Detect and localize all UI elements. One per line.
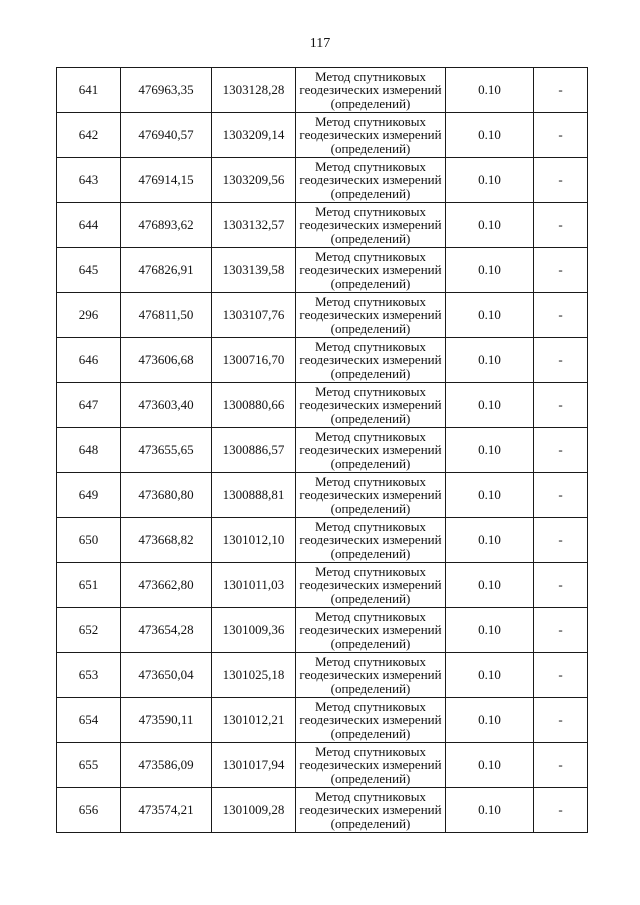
y-coordinate-cell: 1300716,70 (212, 338, 296, 383)
method-line: геодезических измерений (299, 307, 442, 323)
method-line: геодезических измерений (299, 622, 442, 638)
method-line: (определений) (330, 365, 411, 381)
coordinates-table (56, 67, 588, 833)
method-line: Метод спутниковых (314, 608, 426, 624)
x-coordinate-cell: 473650,04 (121, 653, 212, 698)
method-line: (определений) (330, 500, 411, 516)
method-line: Метод спутниковых (314, 158, 426, 174)
y-coordinate-cell: 1300886,57 (212, 428, 296, 473)
point-number-cell: 650 (57, 518, 121, 563)
method-line: геодезических измерений (299, 172, 442, 188)
extra-cell: - (534, 248, 588, 293)
method-line: геодезических измерений (299, 397, 442, 413)
point-number-cell: 644 (57, 203, 121, 248)
point-number-cell: 643 (57, 158, 121, 203)
extra-cell: - (534, 563, 588, 608)
y-coordinate-cell: 1301025,18 (212, 653, 296, 698)
y-coordinate-cell: 1301012,21 (212, 698, 296, 743)
y-coordinate-cell: 1303107,76 (212, 293, 296, 338)
table-row (57, 608, 588, 653)
accuracy-cell: 0.10 (446, 518, 534, 563)
point-number-cell: 646 (57, 338, 121, 383)
accuracy-cell: 0.10 (446, 473, 534, 518)
y-coordinate-cell: 1303209,56 (212, 158, 296, 203)
method-line: геодезических измерений (299, 802, 442, 818)
accuracy-cell: 0.10 (446, 248, 534, 293)
method-cell (296, 743, 446, 788)
y-coordinate-cell: 1301017,94 (212, 743, 296, 788)
method-line: (определений) (330, 140, 411, 156)
accuracy-cell: 0.10 (446, 563, 534, 608)
method-cell (296, 428, 446, 473)
y-coordinate-cell: 1301012,10 (212, 518, 296, 563)
accuracy-cell: 0.10 (446, 743, 534, 788)
accuracy-cell: 0.10 (446, 698, 534, 743)
method-line: (определений) (330, 635, 411, 651)
x-coordinate-cell: 473590,11 (121, 698, 212, 743)
point-number-cell: 655 (57, 743, 121, 788)
extra-cell: - (534, 608, 588, 653)
method-line: Метод спутниковых (314, 293, 426, 309)
method-cell (296, 563, 446, 608)
x-coordinate-cell: 476826,91 (121, 248, 212, 293)
method-line: (определений) (330, 725, 411, 741)
method-line: Метод спутниковых (314, 788, 426, 804)
method-cell (296, 608, 446, 653)
method-cell (296, 653, 446, 698)
accuracy-cell: 0.10 (446, 68, 534, 113)
extra-cell: - (534, 653, 588, 698)
method-line: (определений) (330, 410, 411, 426)
point-number-cell: 642 (57, 113, 121, 158)
table-row (57, 428, 588, 473)
method-line: Метод спутниковых (314, 113, 426, 129)
table-row (57, 788, 588, 833)
method-line: геодезических измерений (299, 82, 442, 98)
point-number-cell: 296 (57, 293, 121, 338)
extra-cell: - (534, 203, 588, 248)
extra-cell: - (534, 518, 588, 563)
table-row (57, 383, 588, 428)
accuracy-cell: 0.10 (446, 338, 534, 383)
x-coordinate-cell: 473574,21 (121, 788, 212, 833)
table-row (57, 473, 588, 518)
extra-cell: - (534, 293, 588, 338)
table-row (57, 68, 588, 113)
method-line: Метод спутниковых (314, 653, 426, 669)
method-line: Метод спутниковых (314, 518, 426, 534)
method-line: (определений) (330, 545, 411, 561)
method-line: геодезических измерений (299, 712, 442, 728)
method-line: геодезических измерений (299, 532, 442, 548)
x-coordinate-cell: 473586,09 (121, 743, 212, 788)
extra-cell: - (534, 698, 588, 743)
y-coordinate-cell: 1303128,28 (212, 68, 296, 113)
y-coordinate-cell: 1301011,03 (212, 563, 296, 608)
method-line: (определений) (330, 275, 411, 291)
method-cell (296, 248, 446, 293)
method-line: (определений) (330, 770, 411, 786)
x-coordinate-cell: 473654,28 (121, 608, 212, 653)
accuracy-cell: 0.10 (446, 653, 534, 698)
method-line: Метод спутниковых (314, 383, 426, 399)
method-cell (296, 383, 446, 428)
y-coordinate-cell: 1301009,28 (212, 788, 296, 833)
method-line: геодезических измерений (299, 217, 442, 233)
method-cell (296, 788, 446, 833)
method-cell (296, 158, 446, 203)
coordinates-table-body (57, 68, 588, 833)
method-line: (определений) (330, 455, 411, 471)
y-coordinate-cell: 1303209,14 (212, 113, 296, 158)
accuracy-cell: 0.10 (446, 788, 534, 833)
method-line: геодезических измерений (299, 757, 442, 773)
method-line: (определений) (330, 95, 411, 111)
table-row (57, 158, 588, 203)
method-cell (296, 68, 446, 113)
method-line: геодезических измерений (299, 262, 442, 278)
extra-cell: - (534, 338, 588, 383)
y-coordinate-cell: 1300888,81 (212, 473, 296, 518)
point-number-cell: 651 (57, 563, 121, 608)
extra-cell: - (534, 788, 588, 833)
method-cell (296, 518, 446, 563)
method-line: (определений) (330, 230, 411, 246)
method-line: Метод спутниковых (314, 203, 426, 219)
extra-cell: - (534, 113, 588, 158)
table-row (57, 563, 588, 608)
method-line: геодезических измерений (299, 577, 442, 593)
x-coordinate-cell: 473606,68 (121, 338, 212, 383)
extra-cell: - (534, 428, 588, 473)
x-coordinate-cell: 476811,50 (121, 293, 212, 338)
table-row (57, 248, 588, 293)
point-number-cell: 652 (57, 608, 121, 653)
accuracy-cell: 0.10 (446, 428, 534, 473)
method-cell (296, 113, 446, 158)
method-line: Метод спутниковых (314, 248, 426, 264)
table-row (57, 203, 588, 248)
table-row (57, 518, 588, 563)
method-line: (определений) (330, 815, 411, 831)
accuracy-cell: 0.10 (446, 608, 534, 653)
method-line: Метод спутниковых (314, 338, 426, 354)
x-coordinate-cell: 476963,35 (121, 68, 212, 113)
y-coordinate-cell: 1300880,66 (212, 383, 296, 428)
method-line: геодезических измерений (299, 352, 442, 368)
table-row (57, 293, 588, 338)
point-number-cell: 647 (57, 383, 121, 428)
accuracy-cell: 0.10 (446, 293, 534, 338)
accuracy-cell: 0.10 (446, 158, 534, 203)
point-number-cell: 654 (57, 698, 121, 743)
method-line: Метод спутниковых (314, 428, 426, 444)
x-coordinate-cell: 473655,65 (121, 428, 212, 473)
x-coordinate-cell: 476914,15 (121, 158, 212, 203)
x-coordinate-cell: 473668,82 (121, 518, 212, 563)
accuracy-cell: 0.10 (446, 113, 534, 158)
accuracy-cell: 0.10 (446, 383, 534, 428)
method-cell (296, 698, 446, 743)
table-row (57, 113, 588, 158)
x-coordinate-cell: 473662,80 (121, 563, 212, 608)
y-coordinate-cell: 1303132,57 (212, 203, 296, 248)
point-number-cell: 645 (57, 248, 121, 293)
page-number: 117 (309, 36, 331, 51)
method-cell (296, 203, 446, 248)
accuracy-cell: 0.10 (446, 203, 534, 248)
method-line: геодезических измерений (299, 667, 442, 683)
method-line: геодезических измерений (299, 127, 442, 143)
extra-cell: - (534, 743, 588, 788)
method-line: (определений) (330, 680, 411, 696)
method-line: Метод спутниковых (314, 563, 426, 579)
method-cell (296, 473, 446, 518)
method-line: (определений) (330, 185, 411, 201)
extra-cell: - (534, 68, 588, 113)
method-cell (296, 293, 446, 338)
point-number-cell: 649 (57, 473, 121, 518)
point-number-cell: 641 (57, 68, 121, 113)
y-coordinate-cell: 1301009,36 (212, 608, 296, 653)
extra-cell: - (534, 473, 588, 518)
x-coordinate-cell: 476940,57 (121, 113, 212, 158)
method-line: (определений) (330, 590, 411, 606)
method-line: Метод спутниковых (314, 698, 426, 714)
method-line: геодезических измерений (299, 442, 442, 458)
table-row (57, 698, 588, 743)
x-coordinate-cell: 473603,40 (121, 383, 212, 428)
table-row (57, 743, 588, 788)
point-number-cell: 656 (57, 788, 121, 833)
table-row (57, 338, 588, 383)
method-cell (296, 338, 446, 383)
x-coordinate-cell: 476893,62 (121, 203, 212, 248)
x-coordinate-cell: 473680,80 (121, 473, 212, 518)
y-coordinate-cell: 1303139,58 (212, 248, 296, 293)
method-line: геодезических измерений (299, 487, 442, 503)
method-line: Метод спутниковых (314, 68, 426, 84)
extra-cell: - (534, 158, 588, 203)
method-line: Метод спутниковых (314, 473, 426, 489)
point-number-cell: 653 (57, 653, 121, 698)
method-line: Метод спутниковых (314, 743, 426, 759)
extra-cell: - (534, 383, 588, 428)
point-number-cell: 648 (57, 428, 121, 473)
table-row (57, 653, 588, 698)
method-line: (определений) (330, 320, 411, 336)
